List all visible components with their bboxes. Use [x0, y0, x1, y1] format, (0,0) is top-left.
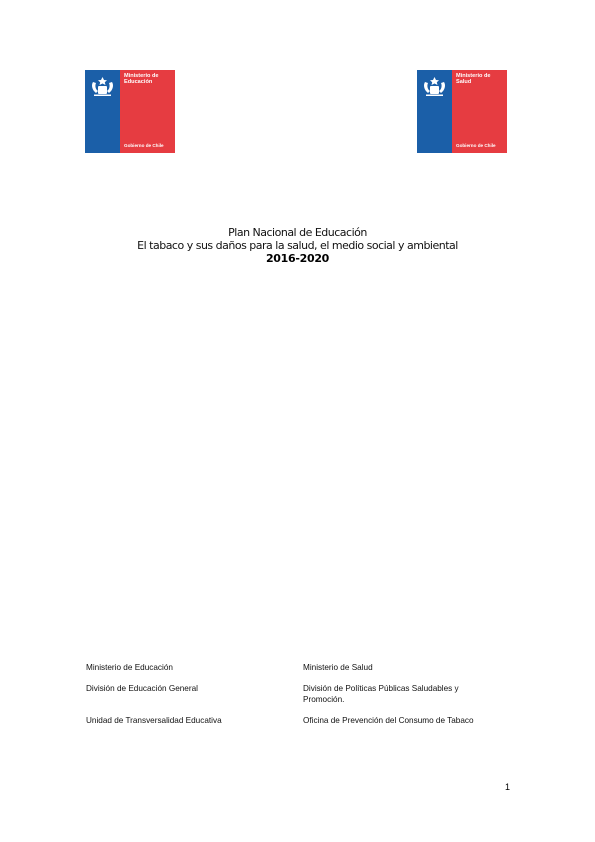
ministerio-educacion-logo	[85, 70, 175, 153]
document-title	[0, 226, 595, 266]
logo-ministry-name: Ministerio de Educación	[124, 73, 159, 86]
page-number: 1	[505, 782, 511, 792]
ministerio-salud-logo	[417, 70, 507, 153]
logo-government-label: Gobierno de Chile	[456, 143, 496, 148]
right-division: División de Políticas Públicas Saludables y Promoción.	[303, 684, 459, 704]
logo-blue-panel	[85, 70, 120, 153]
title-plan-name: Plan Nacional de Educación	[228, 226, 367, 239]
title-subtitle: El tabaco y sus daños para la salud, el medio social y ambiental	[137, 239, 458, 252]
left-unit: Unidad de Transversalidad Educativa	[86, 716, 222, 725]
right-unit: Oficina de Prevención del Consumo de Tabaco	[303, 716, 474, 725]
logo-red-panel	[120, 70, 175, 153]
logo-red-panel	[452, 70, 507, 153]
chile-coat-of-arms-icon	[419, 74, 450, 98]
logo-ministry-name: Ministerio de Salud	[456, 73, 491, 86]
left-ministry: Ministerio de Educación	[86, 663, 173, 672]
logo-government-label: Gobierno de Chile	[124, 143, 164, 148]
title-years: 2016-2020	[265, 252, 330, 265]
left-division: División de Educación General	[86, 684, 198, 693]
logo-blue-panel	[417, 70, 452, 153]
right-ministry: Ministerio de Salud	[303, 663, 373, 672]
chile-coat-of-arms-icon	[87, 74, 118, 98]
